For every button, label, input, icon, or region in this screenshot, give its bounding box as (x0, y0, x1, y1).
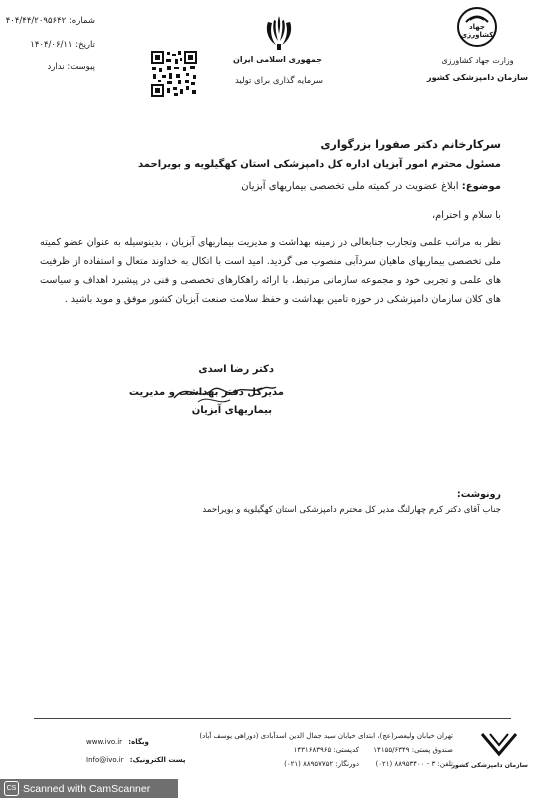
subject-line (81, 181, 501, 192)
addressee-line2: مسئول محترم امور آبزیان اداره کل دامپزشکی استان کهگیلویه و بویراحمد (138, 159, 501, 170)
letter-number (6, 16, 95, 26)
camscanner-watermark (0, 779, 178, 798)
signatory-title-line1: مدیرکل دفتر بهداشت و مدیریت (128, 387, 284, 398)
email-address[interactable]: Info@ivo.ir (86, 756, 124, 764)
jihad-logo (456, 6, 498, 48)
jihad-logo-text: جهاد کشاورزی (460, 23, 494, 39)
letter-date-label: تاریخ: (75, 40, 95, 50)
signatory-title-line2: بیماریهای آبزیان (191, 405, 272, 416)
organization-name: سازمان دامپزشکی کشور (426, 72, 529, 82)
email-label: پست الکترونیک: (129, 756, 186, 764)
footer-postal-code: کدپستی: ۱۴۳۱۶۸۳۹۶۵ (293, 746, 359, 754)
iran-emblem-icon (262, 14, 296, 52)
signatory-name: دکتر رضا اسدی (198, 364, 274, 375)
qr-code-icon (150, 50, 198, 98)
footer-logo (478, 728, 520, 758)
letter-number-value: ۴۰۴/۴۴/۲۰۹۵۶۴۲ (5, 16, 67, 26)
footer-fax: دورنگار: ۸۸۹۵۷۷۵۲ (۰۲۱) (284, 760, 359, 768)
letter-attachment-value: ندارد (47, 62, 65, 72)
letter-attachment-label: پیوست: (67, 62, 95, 72)
subject-label: موضوع: (461, 181, 501, 192)
cc-label: رونوشت: (456, 489, 501, 500)
ministry-name: وزارت جهاد کشاورزی (441, 56, 514, 65)
camscanner-badge-icon: CS (4, 781, 19, 796)
handwritten-signature (168, 372, 278, 412)
greeting-text: با سلام و احترام، (432, 210, 501, 221)
footer-phone: تلفن: ۳ - ۸۸۹۵۳۴۰۰ (۰۲۱) (375, 760, 453, 768)
body-paragraph: نظر به مراتب علمی وتجارب جنابعالی در زمینه بهداشت و مدیریت بیماریهای آبزیان ، بدینوسیله به عنوان عضو کمیته ملی تخصصی بیماریهای ماهیان سردآبی منصوب می گردید. امید است با اتکال به خداوند متعال و استفاده از ظرفیت های علمی و تجربی خود و مجموعه سازمانی مرتبط، با ارائه راهکارهای تخصصی و فنی در پیشبرد اهداف و سیاست های کلان سازمان دامپزشکی در حوزه تامین بهداشت و حفظ سلامت صنعت آبزیان کشور موفق و موید باشید . (40, 237, 501, 305)
letter-date (30, 40, 95, 50)
footer-logo-caption: سازمان دامپزشکی کشور (451, 762, 528, 769)
footer-website[interactable] (86, 738, 149, 746)
letter-date-value: ۱۴۰۴/۰۶/۱۱ (30, 40, 73, 50)
footer-address: تهران خیابان ولیعصر(عج)، ابتدای خیابان سید جمال الدین اسدآبادی (دوراهی یوسف آباد) (199, 732, 453, 740)
letter-number-label: شماره: (68, 16, 95, 26)
footer-email[interactable] (86, 756, 186, 764)
slogan-text: سرمایه گذاری برای تولید (234, 76, 324, 86)
cc-line1: جناب آقای دکتر کرم چهارلنگ مدیر کل محترم دامپزشکی استان کهگیلویه و بویراحمد (202, 505, 501, 515)
website-url[interactable]: www.ivo.ir (86, 738, 123, 746)
camscanner-text: Scanned with CamScanner (23, 782, 151, 795)
ivo-logo-icon (478, 728, 520, 758)
addressee-line1: سرکارخانم دکتر صفورا بزرگواری (320, 138, 501, 151)
website-label: وبگاه: (128, 738, 149, 746)
subject-text: ابلاغ عضویت در کمیته ملی تخصصی بیماریهای آبزیان (241, 181, 459, 192)
letter-attachment (48, 62, 95, 72)
emblem-caption: جمهوری اسلامی ایران (233, 55, 322, 64)
footer-divider (34, 718, 511, 719)
footer-postal-box: صندوق پستی: ۱۴۱۵۵/۶۳۴۹ (373, 746, 453, 754)
